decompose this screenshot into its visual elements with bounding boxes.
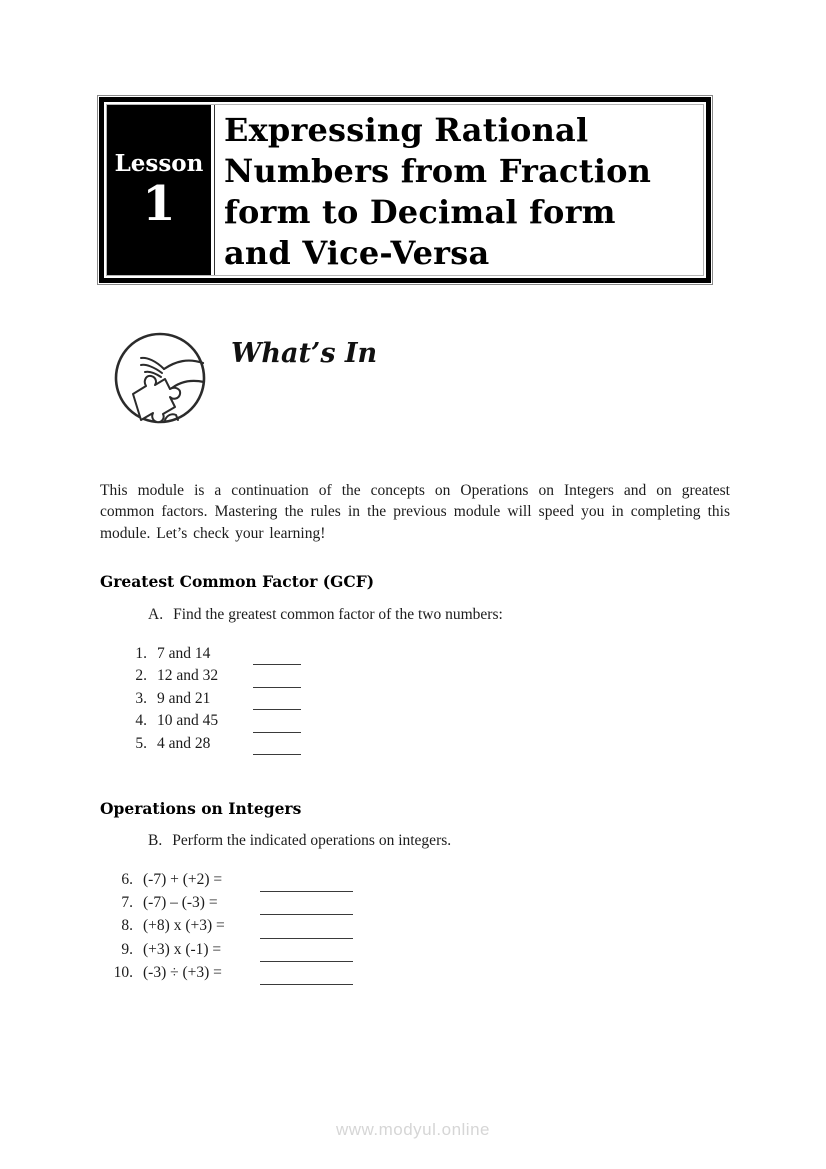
item-number: 8. bbox=[121, 917, 133, 935]
lesson-title-line: form to Decimal form bbox=[224, 193, 616, 231]
integers-instruction-text: Perform the indicated operations on integers. bbox=[172, 832, 452, 849]
integers-exercise-list bbox=[103, 871, 353, 987]
item-expression: (+8) x (+3) = bbox=[143, 917, 225, 935]
item-expression: (+3) x (-1) = bbox=[143, 940, 222, 958]
item-number: 5. bbox=[135, 734, 147, 752]
gcf-instruction-label: A. bbox=[148, 606, 164, 623]
lesson-title-line: Numbers from Fraction bbox=[224, 152, 652, 190]
answer-blank bbox=[253, 738, 301, 755]
answer-blank bbox=[260, 898, 353, 915]
integers-item bbox=[103, 917, 353, 940]
lesson-number-cell bbox=[107, 105, 211, 275]
item-text: 4 and 28 bbox=[157, 734, 211, 752]
gcf-exercise-list bbox=[123, 645, 301, 757]
lesson-number: 1 bbox=[142, 176, 176, 232]
item-number: 1. bbox=[135, 645, 147, 662]
hand-puzzle-icon bbox=[112, 330, 208, 426]
site-watermark: www.modyul.online bbox=[335, 1120, 490, 1139]
item-number: 7. bbox=[121, 894, 133, 912]
answer-blank bbox=[253, 671, 301, 688]
item-expression: (-7) + (+2) = bbox=[143, 871, 223, 888]
lesson-header-inner bbox=[106, 104, 704, 276]
item-number: 9. bbox=[121, 940, 133, 958]
lesson-title bbox=[214, 105, 703, 275]
gcf-item bbox=[123, 712, 301, 734]
item-expression: (-7) – (-3) = bbox=[143, 894, 218, 912]
gcf-instruction bbox=[148, 606, 503, 624]
integers-section-heading: Operations on Integers bbox=[100, 799, 302, 818]
item-text: 9 and 21 bbox=[157, 689, 211, 707]
gcf-section-heading: Greatest Common Factor (GCF) bbox=[100, 572, 375, 591]
gcf-item bbox=[123, 690, 301, 712]
item-number: 6. bbox=[121, 871, 133, 888]
answer-blank bbox=[253, 648, 301, 665]
lesson-label: Lesson bbox=[114, 150, 204, 177]
item-number: 4. bbox=[135, 712, 147, 730]
answer-blank bbox=[260, 945, 353, 962]
integers-item bbox=[103, 964, 353, 987]
integers-instruction bbox=[148, 832, 451, 850]
intro-paragraph: This module is a continuation of the concepts on Operations on Integers and on greatest common factors. Mastering the rules in the previous module will speed you in completing this module. Let’s check your learning! bbox=[100, 481, 730, 542]
gcf-item bbox=[123, 667, 301, 689]
answer-blank bbox=[253, 693, 301, 710]
lesson-header-box bbox=[99, 97, 711, 283]
item-text: 7 and 14 bbox=[157, 645, 211, 662]
integers-item bbox=[103, 871, 353, 894]
gcf-item bbox=[123, 735, 301, 757]
gcf-item bbox=[123, 645, 301, 667]
answer-blank bbox=[260, 875, 353, 892]
item-number: 2. bbox=[135, 667, 147, 685]
integers-item bbox=[103, 941, 353, 964]
answer-blank bbox=[260, 968, 353, 985]
lesson-title-line: Expressing Rational bbox=[224, 111, 589, 149]
item-text: 10 and 45 bbox=[157, 712, 219, 730]
whats-in-heading: What’s In bbox=[231, 338, 378, 369]
answer-blank bbox=[253, 716, 301, 733]
integers-instruction-label: B. bbox=[148, 832, 163, 849]
gcf-instruction-text: Find the greatest common factor of the two numbers: bbox=[173, 606, 503, 623]
item-number: 10. bbox=[113, 963, 133, 981]
answer-blank bbox=[260, 922, 353, 939]
item-expression: (-3) ÷ (+3) = bbox=[143, 963, 222, 981]
integers-item bbox=[103, 894, 353, 917]
lesson-title-line: and Vice-Versa bbox=[224, 234, 490, 272]
item-number: 3. bbox=[135, 689, 147, 707]
item-text: 12 and 32 bbox=[157, 667, 219, 685]
